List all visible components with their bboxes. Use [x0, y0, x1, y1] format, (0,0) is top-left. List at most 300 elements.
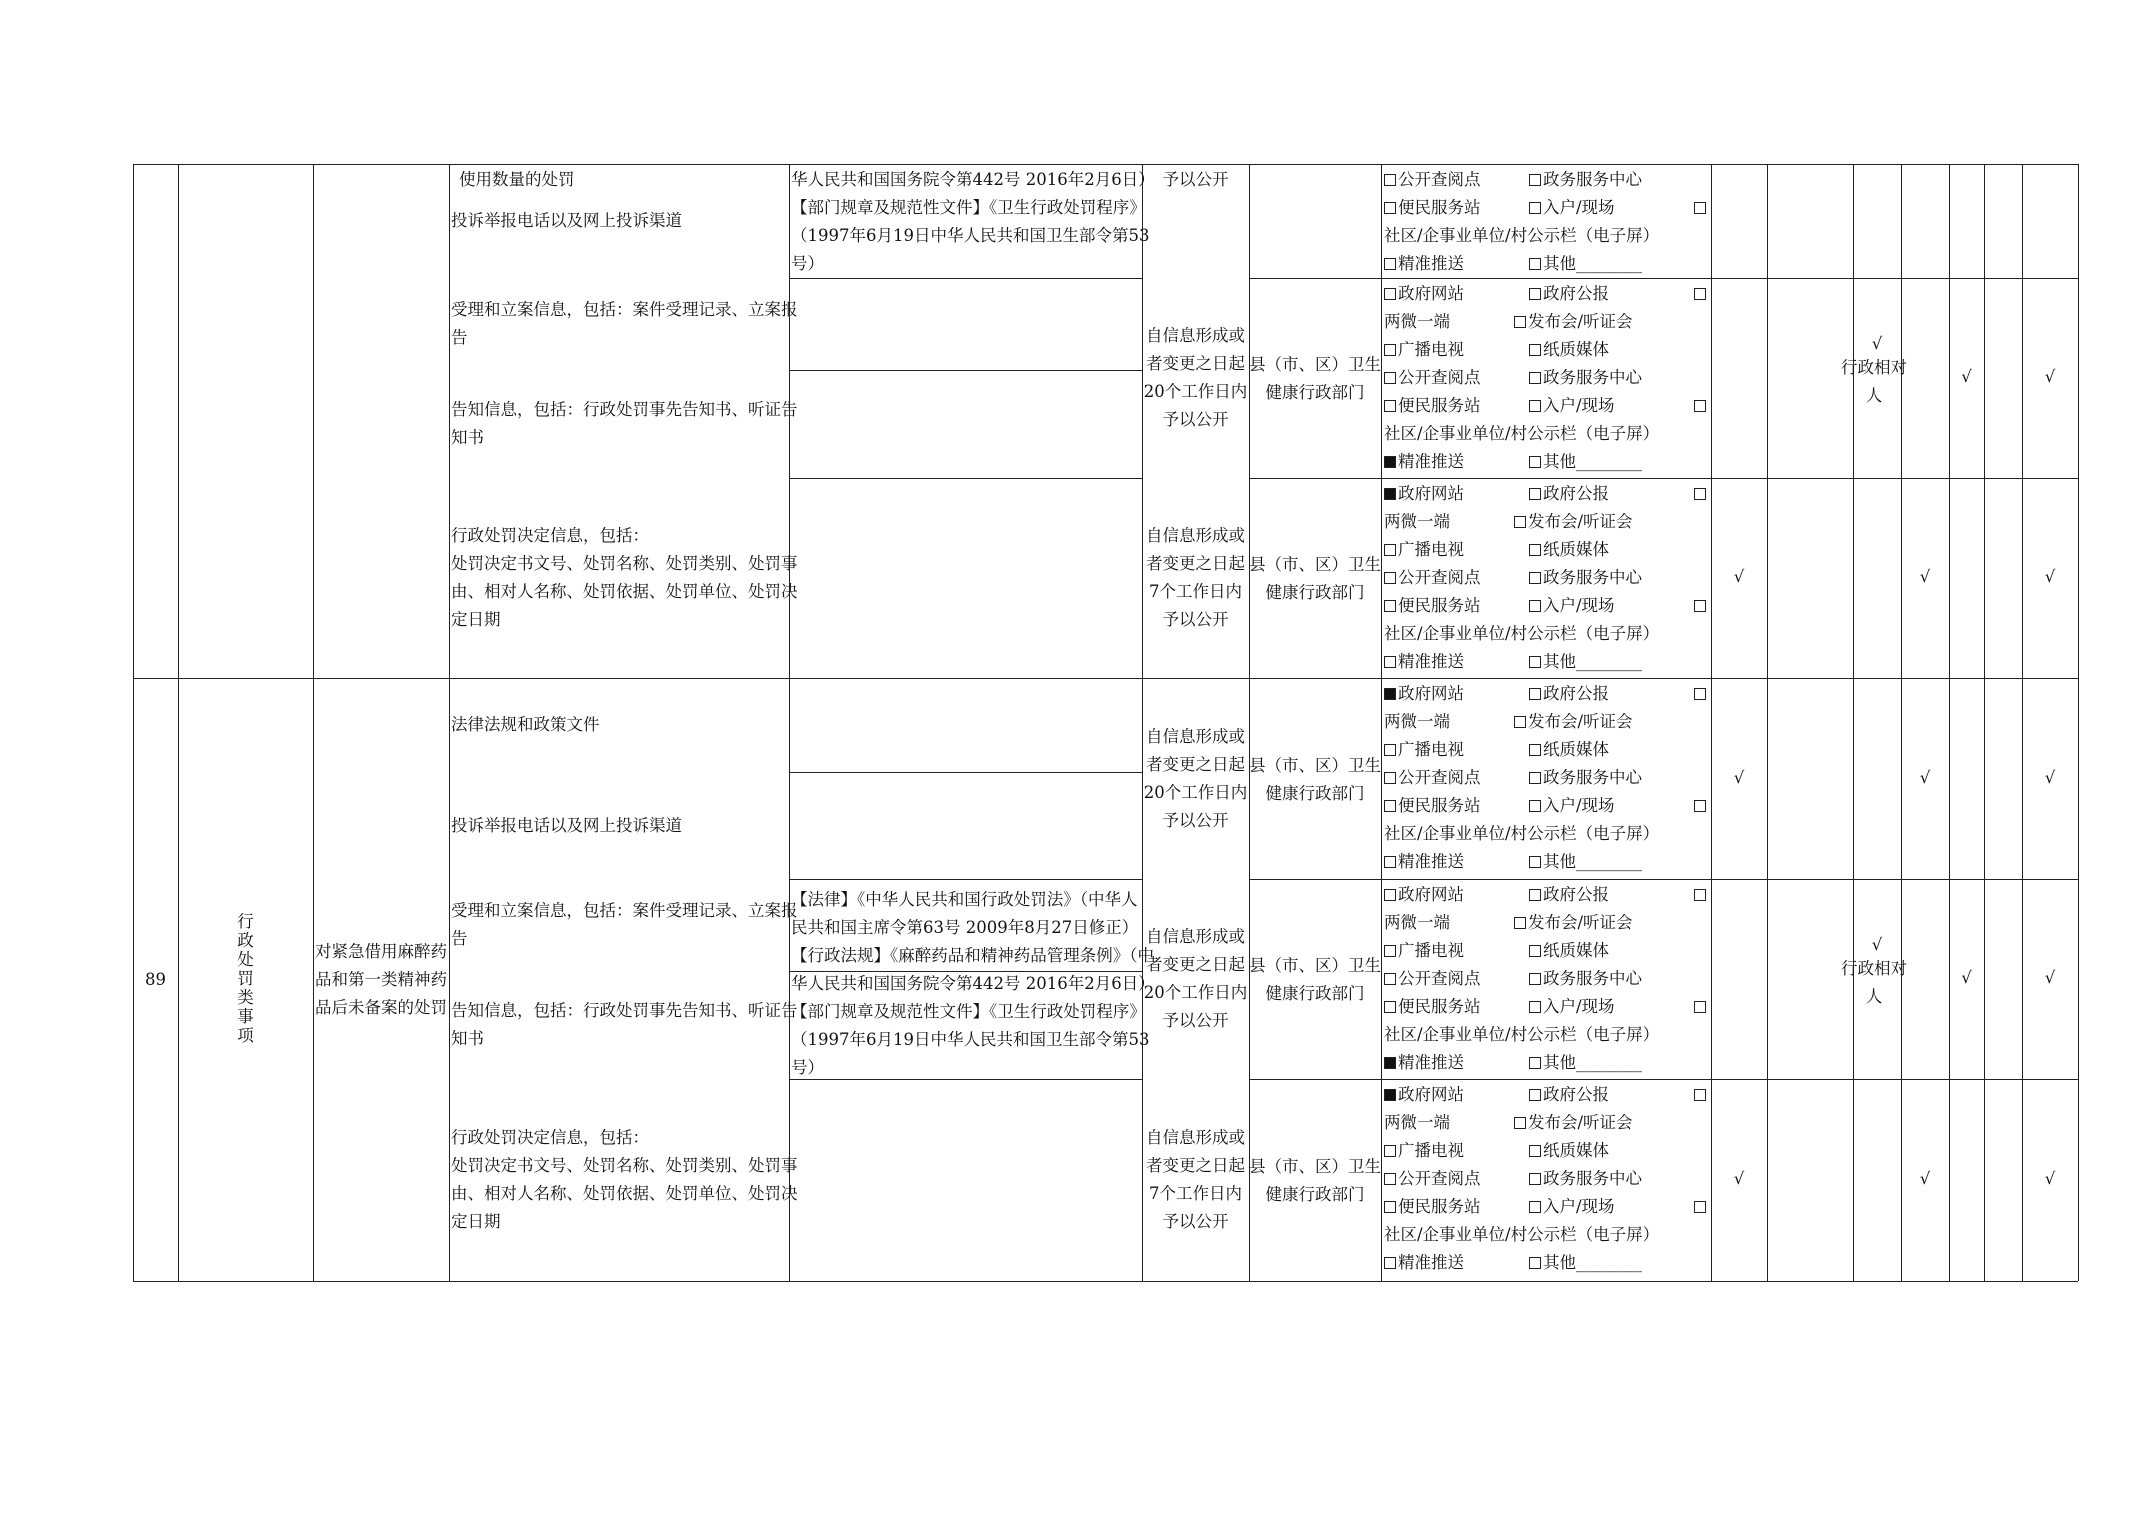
item89-a-channel-option [1514, 708, 1633, 736]
checkbox-icon [1384, 174, 1396, 186]
checkbox-icon [1514, 1117, 1526, 1129]
checkbox-icon [1384, 1145, 1396, 1157]
item89-a-channel-option [1529, 736, 1609, 764]
checkbox-icon [1529, 488, 1541, 500]
item89-b-channel-option [1529, 937, 1609, 965]
item89-c-channel-notice-board: 社区/企事业单位/村公示栏（电子屏） [1384, 1225, 1660, 1244]
checkbox-icon [1694, 1089, 1706, 1101]
legal-basis: 华人民共和国国务院令第442号 2016年2月6日） [791, 974, 1155, 993]
item89-a-channel-option-label: 公开查阅点 [1398, 768, 1481, 787]
checkbox-icon [1694, 202, 1706, 214]
channel-option [1384, 250, 1464, 278]
item89-a-channel-trailing-checkbox [1694, 792, 1708, 820]
item89-b-time-limit: 者变更之日起 [1146, 955, 1245, 974]
upper-c-channel-trailing-checkbox [1694, 480, 1708, 508]
item89-a-department: 健康行政部门 [1265, 783, 1365, 803]
item89-b-channel-option [1384, 937, 1464, 965]
item89-b-department: 健康行政部门 [1265, 984, 1365, 1003]
item89-b-channel-notice-board: 社区/企事业单位/村公示栏（电子屏） [1384, 1025, 1660, 1044]
checkbox-icon [1694, 1201, 1706, 1213]
checkbox-icon [1529, 945, 1541, 957]
checkbox-icon [1529, 288, 1541, 300]
upper-b-channel-option-label: 政务服务中心 [1543, 368, 1642, 387]
legal-basis-line: 号） [791, 254, 824, 273]
upper-c-channel-notice-board: 社区/企事业单位/村公示栏（电子屏） [1384, 624, 1660, 643]
upper-c-department: 县（市、区）卫生 [1249, 555, 1381, 574]
column-divider [1901, 164, 1902, 1281]
item89-b-check-col15: √ [2044, 968, 2056, 987]
checkbox-icon [1384, 1001, 1396, 1013]
time-limit-line: 予以公开 [1162, 170, 1229, 189]
item89-c-channel-option [1529, 1081, 1609, 1109]
checkbox-icon [1529, 1089, 1541, 1101]
item89-b-channel-option [1384, 881, 1464, 909]
item89-b-target-check: √ [1871, 935, 1883, 954]
column-divider [1249, 164, 1250, 1281]
upper-c-channel-option-label: 两微一端 [1384, 512, 1450, 531]
upper-c-channel-option [1384, 480, 1464, 508]
upper-b-department: 健康行政部门 [1265, 383, 1365, 402]
legal-basis-line: 【部门规章及规范性文件】《卫生行政处罚程序》 [791, 198, 1146, 217]
upper-b-channel-option-label: 政府公报 [1543, 284, 1609, 303]
column-divider [133, 164, 134, 1281]
upper-b-channel-trailing-checkbox [1694, 280, 1708, 308]
row-divider [789, 478, 1142, 479]
item89-b-time-limit: 20个工作日内 [1143, 983, 1248, 1002]
checkbox-icon [1529, 344, 1541, 356]
item-number: 89 [145, 969, 166, 989]
channel-trailing-checkbox [1694, 194, 1708, 222]
item89-c-channel-trailing-checkbox [1694, 1081, 1708, 1109]
upper-c-channel-option [1384, 592, 1481, 620]
checkbox-icon [1529, 258, 1541, 270]
upper-b-channel-option [1529, 448, 1642, 476]
item89-b-channel-option-label: 政府网站 [1398, 885, 1464, 904]
legal-basis: （1997年6月19日中华人民共和国卫生部令第53 [791, 1030, 1150, 1049]
checkbox-icon [1694, 800, 1706, 812]
item89-a-check-col9: √ [1733, 767, 1745, 787]
column-divider [449, 164, 450, 1281]
upper-b-channel-notice-board: 社区/企事业单位/村公示栏（电子屏） [1384, 424, 1660, 443]
item89-c-channel-option-label: 发布会/听证会 [1528, 1113, 1633, 1132]
channel-option-label: 入户/现场 [1543, 198, 1615, 217]
channel-option-label: 便民服务站 [1398, 198, 1481, 217]
item89-a-channel-option-label: 入户/现场 [1543, 796, 1615, 815]
upper-c-check-col12: √ [1919, 567, 1931, 586]
upper-b-channel-trailing-checkbox [1694, 392, 1708, 420]
item89-c-time-limit: 7个工作日内 [1149, 1184, 1242, 1203]
checkbox-icon [1694, 889, 1706, 901]
upper-b-target-label: 行政相对 [1841, 358, 1907, 377]
upper-b-time-limit: 20个工作日内 [1143, 382, 1248, 401]
upper-b-target-check: √ [1871, 334, 1883, 353]
item89-b-check-col13: √ [1961, 968, 1972, 987]
upper-b-channel-option-label: 广播电视 [1398, 340, 1464, 359]
item-divider [133, 678, 2078, 679]
item89-c-check-col9: √ [1733, 1169, 1745, 1188]
checkbox-icon [1529, 856, 1541, 868]
item89-c-channel-option-label: 政务服务中心 [1543, 1169, 1642, 1188]
item89-b-channel-trailing-checkbox [1694, 993, 1708, 1021]
item89-b-channel-option-label: 广播电视 [1398, 941, 1464, 960]
checkbox-icon [1384, 1173, 1396, 1185]
upper-c-check-col15: √ [2044, 567, 2056, 586]
checkbox-icon [1529, 889, 1541, 901]
item89-c-channel-option [1529, 1137, 1609, 1165]
item89-c-time-limit: 自信息形成或 [1146, 1128, 1245, 1147]
upper-c-time-limit: 予以公开 [1162, 610, 1229, 629]
legal-basis-line: （1997年6月19日中华人民共和国卫生部令第53 [791, 226, 1150, 245]
checkbox-icon [1384, 572, 1396, 584]
checkbox-icon [1384, 856, 1396, 868]
item89-a-channel-option [1384, 736, 1464, 764]
upper-b-channel-option [1384, 336, 1464, 364]
item89-b-channel-option [1529, 965, 1642, 993]
disclosure-content: 告 [451, 929, 468, 948]
row-divider [1249, 478, 2078, 479]
item-name: 对紧急借用麻醉药 [315, 941, 447, 961]
channel-notice-board: 社区/企事业单位/村公示栏（电子屏） [1384, 226, 1660, 245]
checkbox-icon [1694, 688, 1706, 700]
checkbox-icon [1529, 456, 1541, 468]
checkbox-icon [1529, 174, 1541, 186]
item89-a-channel-option-label: 纸质媒体 [1543, 740, 1609, 759]
channel-option [1529, 194, 1615, 222]
item89-c-channel-option [1529, 1193, 1615, 1221]
upper-c-channel-option-label: 政府公报 [1543, 484, 1609, 503]
upper-b-channel-option [1514, 308, 1633, 336]
upper-c-channel-option-label: 其他________ [1543, 652, 1642, 671]
channel-option [1529, 166, 1642, 194]
channel-option-label: 其他________ [1543, 254, 1642, 273]
channel-option-label: 精准推送 [1398, 254, 1464, 273]
column-divider [178, 164, 179, 1281]
table-bottom-border [133, 1281, 2078, 1282]
table-top-border [133, 164, 2078, 165]
item89-c-channel-option-label: 公开查阅点 [1398, 1169, 1481, 1188]
item89-a-time-limit: 予以公开 [1162, 810, 1229, 830]
checkbox-icon [1529, 572, 1541, 584]
checkbox-icon [1384, 1257, 1396, 1269]
upper-b-check-col15: √ [2044, 367, 2056, 386]
upper-b-channel-option [1529, 336, 1609, 364]
item89-b-channel-option-label: 精准推送 [1398, 1053, 1464, 1072]
checkbox-icon [1384, 488, 1396, 500]
disclosure-content-line: 由、相对人名称、处罚依据、处罚单位、处罚决 [451, 582, 798, 601]
upper-c-channel-option [1529, 480, 1609, 508]
disclosure-content-line: 告知信息，包括：行政处罚事先告知书、听证告 [451, 400, 798, 419]
item89-a-channel-option-label: 精准推送 [1398, 852, 1464, 871]
item89-c-channel-option-label: 政府公报 [1543, 1085, 1609, 1104]
row-divider [789, 772, 1142, 773]
item89-b-channel-option-label: 便民服务站 [1398, 997, 1481, 1016]
upper-b-target-label: 人 [1865, 386, 1883, 405]
checkbox-icon [1529, 800, 1541, 812]
upper-b-channel-option-label: 纸质媒体 [1543, 340, 1609, 359]
upper-c-channel-option [1529, 648, 1642, 676]
legal-basis-line: 华人民共和国国务院令第442号 2016年2月6日） [791, 170, 1155, 189]
checkbox-icon [1384, 656, 1396, 668]
item89-a-department: 县（市、区）卫生 [1249, 755, 1381, 775]
item89-b-channel-option [1529, 993, 1615, 1021]
item89-c-channel-option [1384, 1165, 1481, 1193]
column-divider [2078, 164, 2079, 1281]
item89-b-time-limit: 予以公开 [1162, 1011, 1229, 1030]
item89-a-channel-option-label: 发布会/听证会 [1528, 712, 1633, 731]
channel-option [1384, 194, 1481, 222]
upper-c-channel-option [1384, 648, 1464, 676]
item89-c-time-limit: 予以公开 [1162, 1212, 1229, 1231]
item89-b-channel-option-label: 政务服务中心 [1543, 969, 1642, 988]
checkbox-icon [1529, 400, 1541, 412]
channel-option [1529, 250, 1642, 278]
item89-c-channel-trailing-checkbox [1694, 1193, 1708, 1221]
item89-c-channel-option [1529, 1165, 1642, 1193]
upper-b-channel-option [1384, 392, 1481, 420]
disclosure-content-line: 投诉举报电话以及网上投诉渠道 [451, 211, 682, 230]
checkbox-icon [1529, 202, 1541, 214]
item89-a-channel-notice-board: 社区/企事业单位/村公示栏（电子屏） [1384, 824, 1660, 843]
item89-c-channel-option [1384, 1081, 1464, 1109]
item89-b-time-limit: 自信息形成或 [1146, 927, 1245, 946]
upper-c-time-limit: 自信息形成或 [1146, 526, 1245, 545]
item89-a-channel-option [1384, 848, 1464, 876]
item-category: 行政处罚类事项 [237, 911, 254, 1045]
checkbox-icon [1529, 1001, 1541, 1013]
upper-b-channel-option-label: 便民服务站 [1398, 396, 1481, 415]
checkbox-icon [1529, 1145, 1541, 1157]
upper-c-time-limit: 7个工作日内 [1149, 582, 1242, 601]
checkbox-icon [1529, 600, 1541, 612]
upper-b-time-limit: 自信息形成或 [1146, 326, 1245, 345]
row-divider [1249, 278, 2078, 279]
disclosure-content: 法律法规和政策文件 [451, 715, 600, 734]
legal-basis: 【法律】《中华人民共和国行政处罚法》（中华人 [791, 890, 1138, 909]
item89-b-channel-option [1384, 993, 1481, 1021]
upper-c-channel-option-label: 公开查阅点 [1398, 568, 1481, 587]
item89-c-department: 健康行政部门 [1265, 1185, 1365, 1204]
upper-b-check-col13: √ [1961, 367, 1972, 386]
checkbox-icon [1384, 372, 1396, 384]
item89-b-channel-option-label: 政府公报 [1543, 885, 1609, 904]
upper-b-channel-option-label: 政府网站 [1398, 284, 1464, 303]
column-divider [789, 164, 790, 1281]
checkbox-icon [1384, 288, 1396, 300]
checkbox-icon [1514, 516, 1526, 528]
item89-a-channel-option-label: 便民服务站 [1398, 796, 1481, 815]
upper-c-channel-option-label: 纸质媒体 [1543, 540, 1609, 559]
item89-b-channel-option-label: 发布会/听证会 [1528, 913, 1633, 932]
checkbox-icon [1529, 1173, 1541, 1185]
upper-b-channel-option-label: 两微一端 [1384, 312, 1450, 331]
disclosure-content-line: 处罚决定书文号、处罚名称、处罚类别、处罚事 [451, 554, 798, 573]
checkbox-icon [1529, 688, 1541, 700]
row-divider [789, 370, 1142, 371]
item89-a-channel-option [1529, 680, 1609, 708]
item89-c-channel-option-label: 两微一端 [1384, 1113, 1450, 1132]
item89-b-channel-option-label: 公开查阅点 [1398, 969, 1481, 988]
item89-b-channel-option-label: 入户/现场 [1543, 997, 1615, 1016]
item89-a-channel-option [1384, 792, 1481, 820]
column-divider [1984, 164, 1985, 1281]
item89-c-channel-option-label: 入户/现场 [1543, 1197, 1615, 1216]
disclosure-content-line: 知书 [451, 428, 484, 447]
item-name: 品和第一类精神药 [315, 969, 447, 989]
upper-b-channel-option [1384, 448, 1464, 476]
upper-c-channel-option-label: 精准推送 [1398, 652, 1464, 671]
column-divider [1381, 164, 1382, 1281]
upper-c-check-col9: √ [1733, 567, 1745, 586]
item89-a-channel-option [1384, 764, 1481, 792]
item89-c-channel-option [1514, 1109, 1633, 1137]
upper-c-channel-option-label: 入户/现场 [1543, 596, 1615, 615]
item89-b-target-label: 人 [1865, 987, 1883, 1006]
item89-a-channel-option-label: 其他________ [1543, 852, 1642, 871]
checkbox-icon [1384, 1057, 1396, 1069]
upper-b-channel-option-label: 入户/现场 [1543, 396, 1615, 415]
disclosure-content-line: 定日期 [451, 610, 501, 629]
disclosure-content: 行政处罚决定信息，包括： [451, 1128, 649, 1147]
upper-c-time-limit: 者变更之日起 [1146, 554, 1245, 573]
item-name: 品后未备案的处罚 [315, 997, 447, 1017]
disclosure-content: 投诉举报电话以及网上投诉渠道 [451, 815, 682, 835]
checkbox-icon [1694, 600, 1706, 612]
item89-c-channel-option [1384, 1137, 1464, 1165]
upper-b-channel-option [1529, 364, 1642, 392]
checkbox-icon [1384, 544, 1396, 556]
checkbox-icon [1529, 372, 1541, 384]
item89-c-check-col12: √ [1919, 1169, 1931, 1188]
checkbox-icon [1384, 456, 1396, 468]
checkbox-icon [1529, 656, 1541, 668]
item89-a-time-limit: 20个工作日内 [1143, 782, 1248, 802]
upper-b-channel-option [1529, 280, 1609, 308]
item89-c-department: 县（市、区）卫生 [1249, 1157, 1381, 1176]
disclosure-table [133, 164, 2078, 1281]
checkbox-icon [1529, 1057, 1541, 1069]
checkbox-icon [1384, 1201, 1396, 1213]
upper-c-channel-option-label: 政务服务中心 [1543, 568, 1642, 587]
item89-b-channel-option [1514, 909, 1633, 937]
item89-a-channel-option [1529, 764, 1642, 792]
checkbox-icon [1384, 1089, 1396, 1101]
upper-b-channel-option-label: 公开查阅点 [1398, 368, 1481, 387]
row-divider [1249, 879, 2078, 880]
item89-a-channel-option-label: 广播电视 [1398, 740, 1464, 759]
upper-c-channel-option [1514, 508, 1633, 536]
upper-b-channel-option-label: 发布会/听证会 [1528, 312, 1633, 331]
disclosure-content-line: 受理和立案信息，包括：案件受理记录、立案报 [451, 300, 798, 319]
column-divider [2022, 164, 2023, 1281]
row-divider [789, 278, 1142, 279]
upper-c-department: 健康行政部门 [1265, 583, 1365, 602]
upper-c-channel-trailing-checkbox [1694, 592, 1708, 620]
checkbox-icon [1694, 488, 1706, 500]
row-divider [789, 879, 1142, 880]
item89-c-channel-option-label: 精准推送 [1398, 1253, 1464, 1272]
upper-b-time-limit: 予以公开 [1162, 410, 1229, 429]
item89-c-channel-option-label: 纸质媒体 [1543, 1141, 1609, 1160]
legal-basis: 民共和国主席令第63号 2009年8月27日修正） [791, 918, 1139, 937]
checkbox-icon [1384, 945, 1396, 957]
channel-option [1384, 166, 1481, 194]
upper-b-department: 县（市、区）卫生 [1249, 355, 1381, 374]
item89-b-channel-option [1384, 965, 1481, 993]
checkbox-icon [1529, 744, 1541, 756]
item89-c-time-limit: 者变更之日起 [1146, 1156, 1245, 1175]
legal-basis: 【部门规章及规范性文件】《卫生行政处罚程序》 [791, 1002, 1146, 1021]
item89-a-check-col12: √ [1919, 767, 1931, 787]
checkbox-icon [1514, 716, 1526, 728]
channel-option-label: 公开查阅点 [1398, 170, 1481, 189]
upper-c-channel-option-label: 广播电视 [1398, 540, 1464, 559]
checkbox-icon [1529, 973, 1541, 985]
column-divider [1853, 164, 1854, 1281]
checkbox-icon [1514, 316, 1526, 328]
item89-b-channel-option [1384, 1049, 1464, 1077]
item89-a-channel-option [1384, 680, 1464, 708]
column-divider [1767, 164, 1768, 1281]
checkbox-icon [1384, 344, 1396, 356]
checkbox-icon [1384, 800, 1396, 812]
disclosure-content: 受理和立案信息，包括：案件受理记录、立案报 [451, 901, 798, 920]
item89-b-channel-option-label: 其他________ [1543, 1053, 1642, 1072]
checkbox-icon [1384, 688, 1396, 700]
item89-c-channel-option-label: 便民服务站 [1398, 1197, 1481, 1216]
checkbox-icon [1694, 1001, 1706, 1013]
column-divider [313, 164, 314, 1281]
disclosure-content-line: 告 [451, 328, 468, 347]
legal-basis: 【行政法规】《麻醉药品和精神药品管理条例》（中 [791, 946, 1154, 965]
upper-b-channel-option-label: 精准推送 [1398, 452, 1464, 471]
checkbox-icon [1384, 258, 1396, 270]
checkbox-icon [1694, 400, 1706, 412]
upper-c-channel-option-label: 政府网站 [1398, 484, 1464, 503]
disclosure-content: 处罚决定书文号、处罚名称、处罚类别、处罚事 [451, 1156, 798, 1175]
item89-c-channel-option-label: 政府网站 [1398, 1085, 1464, 1104]
checkbox-icon [1384, 772, 1396, 784]
checkbox-icon [1529, 772, 1541, 784]
disclosure-content: 知书 [451, 1029, 484, 1048]
item89-a-check-col15: √ [2044, 767, 2056, 787]
upper-c-channel-option [1529, 592, 1615, 620]
item89-a-channel-option-label: 两微一端 [1384, 712, 1450, 731]
item89-c-channel-option [1529, 1249, 1642, 1277]
upper-c-channel-option [1384, 564, 1481, 592]
item89-b-department: 县（市、区）卫生 [1249, 956, 1381, 975]
item89-c-channel-option-label: 广播电视 [1398, 1141, 1464, 1160]
item89-c-channel-option [1384, 1249, 1464, 1277]
checkbox-icon [1384, 600, 1396, 612]
upper-c-channel-option [1384, 536, 1464, 564]
checkbox-icon [1384, 400, 1396, 412]
item89-c-channel-option [1384, 1193, 1481, 1221]
upper-b-channel-option [1384, 280, 1464, 308]
item89-a-channel-trailing-checkbox [1694, 680, 1708, 708]
checkbox-icon [1514, 917, 1526, 929]
item89-b-channel-option-label: 纸质媒体 [1543, 941, 1609, 960]
checkbox-icon [1694, 288, 1706, 300]
disclosure-content: 由、相对人名称、处罚依据、处罚单位、处罚决 [451, 1184, 798, 1203]
item89-a-channel-option-label: 政府网站 [1398, 684, 1464, 703]
item89-a-time-limit: 者变更之日起 [1146, 754, 1245, 774]
checkbox-icon [1529, 1201, 1541, 1213]
row-divider [1249, 1079, 2078, 1080]
upper-b-channel-option-label: 其他________ [1543, 452, 1642, 471]
item89-c-check-col15: √ [2044, 1169, 2056, 1188]
item89-b-channel-option [1529, 1049, 1642, 1077]
column-divider [1711, 164, 1712, 1281]
